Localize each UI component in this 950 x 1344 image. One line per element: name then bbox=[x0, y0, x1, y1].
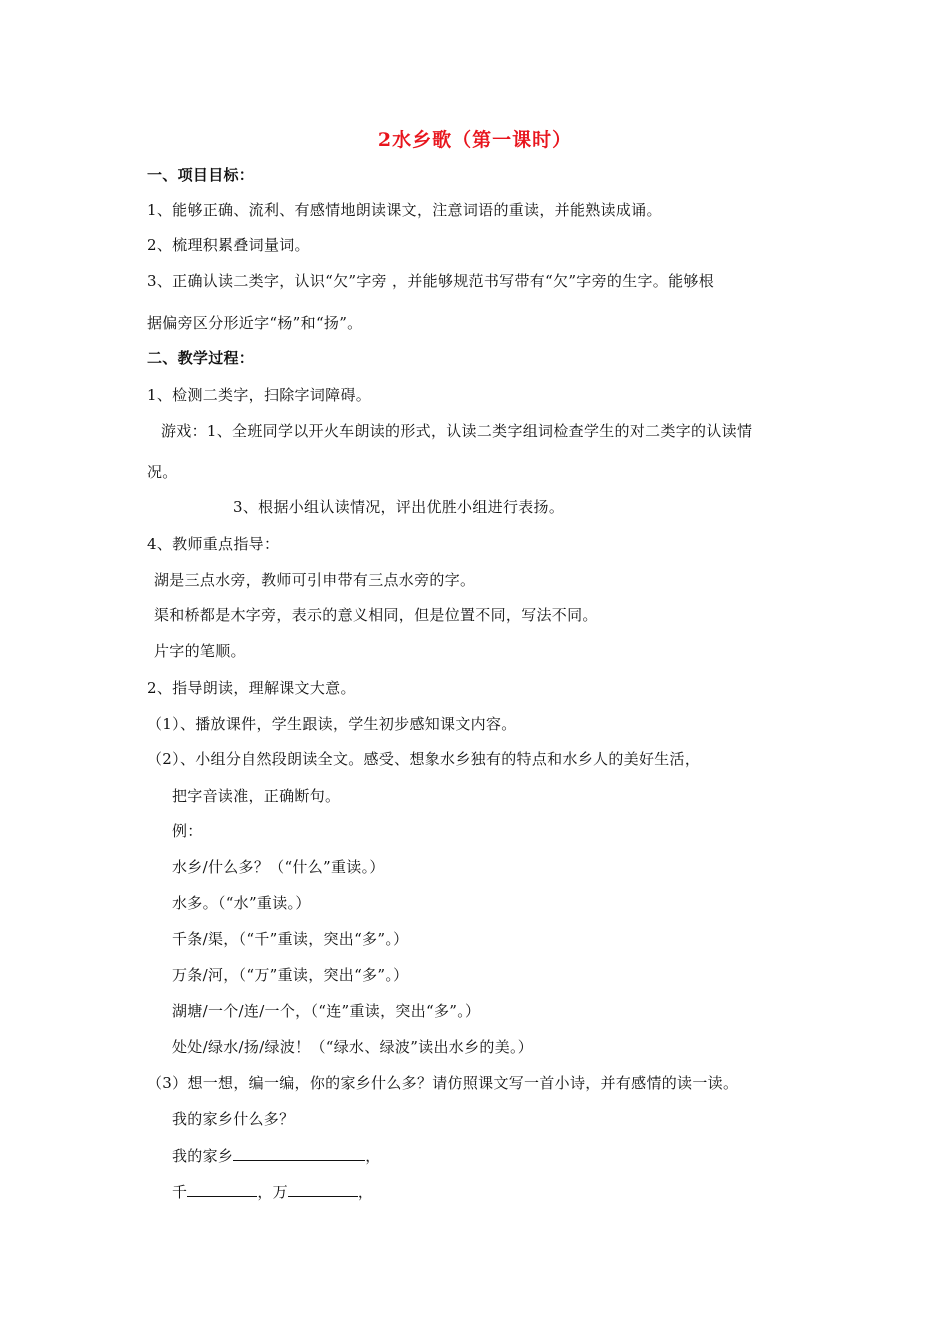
process-line: （3）想一想，编一编，你的家乡什么多？请仿照课文写一首小诗，并有感情的读一读。 bbox=[147, 1074, 739, 1092]
goal-item-2: 2、梳理积累叠词量词。 bbox=[147, 236, 310, 254]
process-line: （1）、播放课件，学生跟读，学生初步感知课文内容。 bbox=[147, 715, 517, 733]
example-line: 湖塘/一个/连/一个，（“连”重读，突出“多”。） bbox=[172, 1002, 481, 1020]
process-line: 湖是三点水旁，教师可引申带有三点水旁的字。 bbox=[154, 571, 476, 589]
process-line: 游戏：1、全班同学以开火车朗读的形式，认读二类字组词检查学生的对二类字的认读情 bbox=[161, 422, 753, 440]
section-heading-goals: 一、项目目标： bbox=[147, 166, 255, 184]
fill-in-line-2 bbox=[172, 1181, 373, 1202]
goal-item-3-cont: 据偏旁区分形近字“杨”和“扬”。 bbox=[147, 314, 363, 332]
example-line: 处处/绿水/扬/绿波！（“绿水、绿波”读出水乡的美。） bbox=[172, 1038, 534, 1056]
process-line: 2、指导朗读，理解课文大意。 bbox=[147, 679, 356, 697]
process-line: 例： bbox=[172, 822, 203, 840]
fill-blank[interactable] bbox=[288, 1181, 358, 1197]
fill-blank[interactable] bbox=[233, 1145, 365, 1161]
process-line: 渠和桥都是木字旁，表示的意义相同，但是位置不同，写法不同。 bbox=[154, 606, 598, 624]
fill-prefix: 我的家乡 bbox=[172, 1147, 234, 1165]
example-line: 万条/河，（“万”重读，突出“多”。） bbox=[172, 966, 409, 984]
fill-suffix: ， bbox=[365, 1147, 381, 1165]
goal-item-3: 3、正确认读二类字，认识“欠”字旁 ，并能够规范书写带有“欠”字旁的生字。能够根 bbox=[147, 272, 714, 290]
example-line: 千条/渠，（“千”重读，突出“多”。） bbox=[172, 930, 409, 948]
section-heading-process: 二、教学过程： bbox=[147, 349, 255, 367]
fill-mid: ，万 bbox=[257, 1183, 288, 1201]
process-line: 3、根据小组认读情况，评出优胜小组进行表扬。 bbox=[233, 498, 565, 516]
process-line: 1、检测二类字，扫除字词障碍。 bbox=[147, 386, 372, 404]
goal-item-1: 1、能够正确、流利、有感情地朗读课文，注意词语的重读，并能熟读成诵。 bbox=[147, 201, 662, 219]
process-line: 把字音读准，正确断句。 bbox=[172, 787, 341, 805]
fill-in-line-1 bbox=[172, 1145, 381, 1166]
example-line: 水乡/什么多？（“什么”重读。） bbox=[172, 858, 385, 876]
process-line: 况。 bbox=[147, 463, 178, 481]
example-line: 水多。（“水”重读。） bbox=[172, 894, 311, 912]
process-line: 片字的笔顺。 bbox=[154, 642, 246, 660]
poem-line: 我的家乡什么多？ bbox=[172, 1110, 295, 1128]
fill-blank[interactable] bbox=[187, 1181, 257, 1197]
process-line: 4、教师重点指导： bbox=[147, 535, 280, 553]
fill-prefix: 千 bbox=[172, 1183, 188, 1201]
process-line: （2）、小组分自然段朗读全文。感受、想象水乡独有的特点和水乡人的美好生活， bbox=[147, 750, 701, 768]
page-title: 2水乡歌（第一课时） bbox=[377, 129, 573, 151]
fill-suffix: ， bbox=[357, 1183, 374, 1201]
